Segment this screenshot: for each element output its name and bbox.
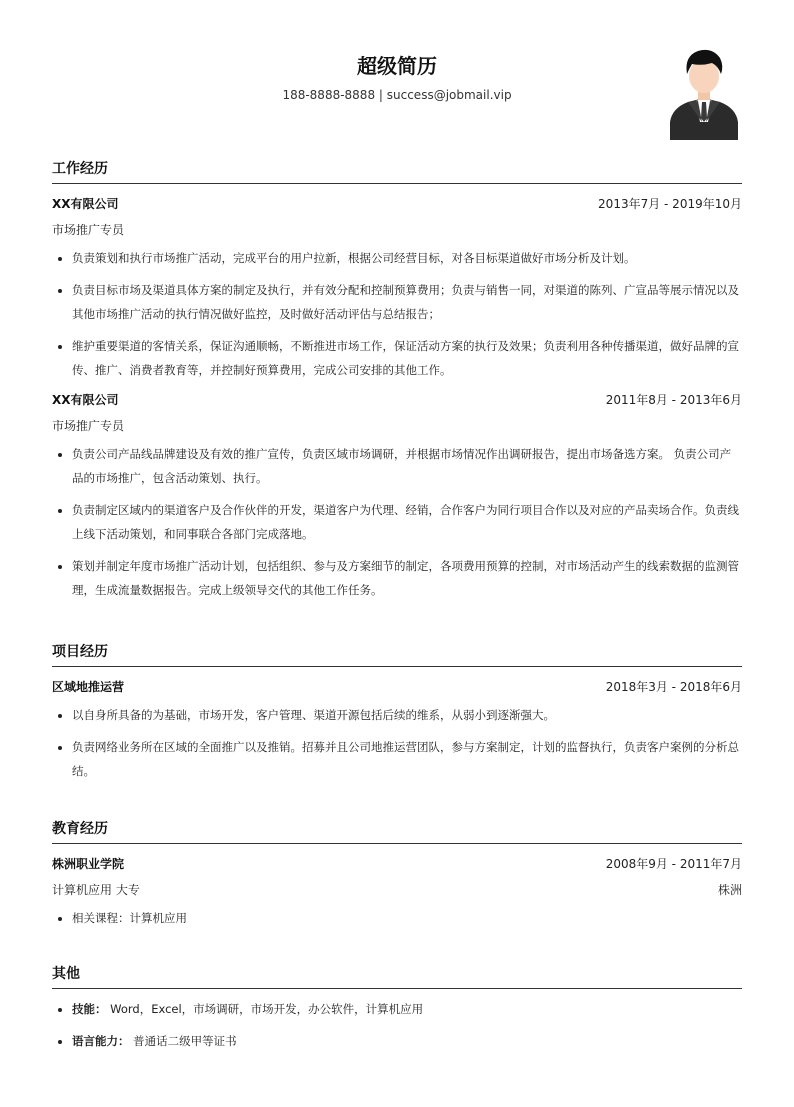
project-entry-1 bbox=[52, 677, 742, 783]
date-range: 2018年3月 - 2018年6月 bbox=[605, 680, 742, 694]
list-item: • 负责策划和执行市场推广活动，完成平台的用户拉新，根据公司经营目标，对各目标渠道做好市场分析及计划。 bbox=[72, 246, 742, 270]
duty-list bbox=[52, 442, 742, 602]
candidate-name: 超级简历 bbox=[357, 54, 437, 78]
list-item: • 负责制定区域内的渠道客户及合作伙伴的开发，渠道客户为代理、经销，合作客户为同行项目合作以及对应的产品卖场合作。负责线上线下活动策划，和同事联合各部门完成落地。 bbox=[72, 498, 742, 546]
list-item: • 相关课程：计算机应用 bbox=[72, 906, 742, 930]
city: 株洲 bbox=[717, 883, 742, 897]
work-section bbox=[52, 157, 742, 610]
school-name: 株洲职业学院 bbox=[52, 857, 125, 871]
degree: 计算机应用 大专 bbox=[52, 883, 140, 897]
education-section bbox=[52, 817, 742, 938]
contact-info: 188-8888-8888 | success@jobmail.vip bbox=[282, 88, 512, 102]
list-item: • 负责网络业务所在区域的全面推广以及推销。招募并且公司地推运营团队，参与方案制定，计划的监督执行，负责客户案例的分析总结。 bbox=[72, 735, 742, 783]
date-range: 2011年8月 - 2013年6月 bbox=[605, 393, 742, 407]
work-entry-1 bbox=[52, 194, 742, 382]
list-item: • 策划并制定年度市场推广活动计划，包括组织、参与及方案细节的制定，各项费用预算的控制，对市场活动产生的线索数据的监测管理，生成流量数据报告。完成上级领导交代的其他工作任务。 bbox=[72, 554, 742, 602]
project-list bbox=[52, 703, 742, 783]
education-entry-1 bbox=[52, 854, 742, 930]
language-label: 语言能力： bbox=[72, 1034, 130, 1048]
other-section bbox=[52, 962, 742, 1061]
list-item: • 负责目标市场及渠道具体方案的制定及执行，并有效分配和控制预算费用；负责与销售一同，对渠道的陈列、广宣品等展示情况以及其他市场推广活动的执行情况做好监控，及时做好活动评估与总结报告； bbox=[72, 278, 742, 326]
date-range: 2008年9月 - 2011年7月 bbox=[605, 857, 742, 871]
job-title: 市场推广专员 bbox=[52, 419, 125, 433]
list-item: • 负责公司产品线品牌建设及有效的推广宣传，负责区域市场调研，并根据市场情况作出调研报告，提出市场备选方案。 负责公司产品的市场推广，包含活动策划、执行。 bbox=[72, 442, 742, 490]
course-list bbox=[52, 906, 742, 930]
company-name: XX有限公司 bbox=[52, 393, 119, 407]
education-section-title: 教育经历 bbox=[52, 817, 742, 844]
duty-list bbox=[52, 246, 742, 382]
project-name: 区域地推运营 bbox=[52, 680, 125, 694]
company-name: XX有限公司 bbox=[52, 197, 119, 211]
other-section-title: 其他 bbox=[52, 962, 742, 989]
avatar-icon bbox=[668, 44, 740, 140]
project-section bbox=[52, 640, 742, 791]
skills-label: 技能： bbox=[72, 1002, 107, 1016]
resume-header bbox=[0, 0, 794, 140]
work-section-title: 工作经历 bbox=[52, 157, 742, 184]
list-item bbox=[72, 1029, 742, 1053]
date-range: 2013年7月 - 2019年10月 bbox=[598, 197, 742, 211]
language-value: 普通话二级甲等证书 bbox=[133, 1034, 237, 1048]
list-item: • 以自身所具备的为基础，市场开发，客户管理、渠道开源包括后续的维系，从弱小到逐渐强大。 bbox=[72, 703, 742, 727]
project-section-title: 项目经历 bbox=[52, 640, 742, 667]
list-item: • 维护重要渠道的客情关系，保证沟通顺畅，不断推进市场工作，保证活动方案的执行及效果；负责利用各种传播渠道，做好品牌的宣传、推广、消费者教育等，并控制好预算费用，完成公司安排的其他工作。 bbox=[72, 334, 742, 382]
job-title: 市场推广专员 bbox=[52, 223, 125, 237]
skills-value: Word，Excel，市场调研，市场开发，办公软件，计算机应用 bbox=[110, 1002, 424, 1016]
work-entry-2 bbox=[52, 390, 742, 602]
other-list bbox=[52, 997, 742, 1053]
list-item bbox=[72, 997, 742, 1021]
